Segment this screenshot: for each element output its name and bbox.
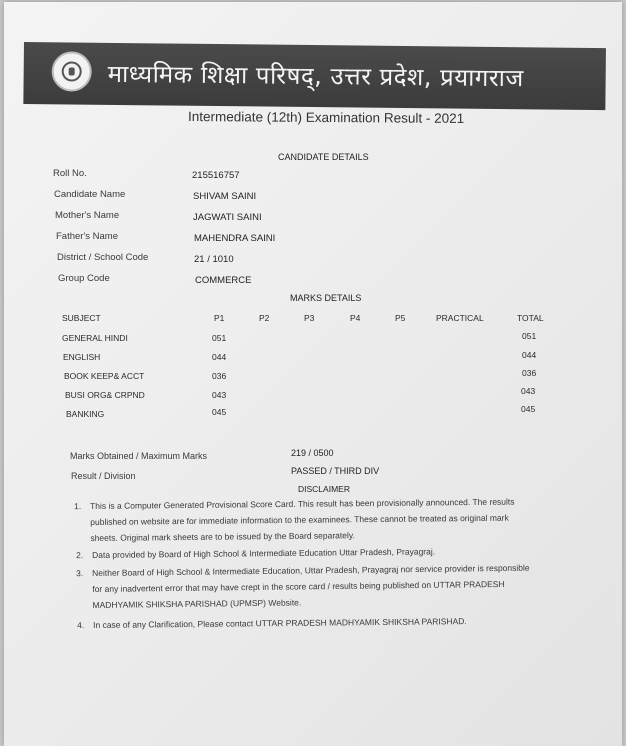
disclaimer-item-number: 3. (76, 568, 84, 579)
board-logo-icon (51, 51, 91, 91)
col-header-p5: P5 (395, 313, 406, 323)
p1-mark: 045 (212, 407, 227, 417)
marks-obtained-value: 219 / 0500 (291, 448, 334, 458)
district-school-code-label: District / School Code (57, 252, 149, 263)
marks-obtained-label: Marks Obtained / Maximum Marks (70, 451, 208, 461)
disclaimer-line: for any inadvertent error that may have crept in the score card / results being published on UTTAR PRADESH (92, 578, 505, 594)
p1-mark: 036 (212, 371, 227, 381)
p1-mark: 043 (212, 390, 227, 400)
subject-name: BANKING (66, 409, 105, 419)
roll-no-value: 215516757 (192, 170, 240, 181)
disclaimer-item-number: 2. (76, 550, 84, 561)
col-header-total: TOTAL (517, 313, 544, 323)
result-division-label: Result / Division (71, 471, 136, 481)
disclaimer-item-number: 1. (74, 501, 82, 512)
board-banner (23, 42, 606, 110)
total-mark: 036 (522, 368, 537, 378)
disclaimer-line: Neither Board of High School & Intermediate Education, Uttar Pradesh, Prayagraj nor service provider is responsible (92, 562, 530, 578)
result-division-value: PASSED / THIRD DIV (291, 466, 380, 476)
total-mark: 044 (522, 350, 537, 360)
mother-name-value: JAGWATI SAINI (193, 212, 262, 223)
exam-title: Intermediate (12th) Examination Result - 2021 (187, 109, 465, 126)
subject-name: BOOK KEEP& ACCT (64, 371, 145, 381)
candidate-name-label: Candidate Name (54, 189, 126, 200)
mother-name-label: Mother's Name (55, 210, 120, 221)
disclaimer-heading: DISCLAIMER (298, 484, 350, 494)
board-name: माध्यमिक शिक्षा परिषद्, उत्तर प्रदेश, प्रयागराज (107, 59, 524, 93)
total-mark: 051 (522, 331, 537, 341)
district-school-code-value: 21 / 1010 (194, 254, 234, 265)
disclaimer-line: sheets. Original mark sheets are to be issued by the Board separately. (90, 530, 355, 543)
total-mark: 043 (521, 386, 536, 396)
col-header-subject: SUBJECT (62, 313, 101, 323)
total-mark: 045 (521, 404, 536, 414)
candidate-name-value: SHIVAM SAINI (193, 191, 257, 202)
disclaimer-item-number: 4. (77, 620, 85, 631)
disclaimer-item-1 (74, 494, 515, 546)
disclaimer-line: This is a Computer Generated Provisional Score Card. This result has been provisionally announced. The results (90, 496, 515, 511)
group-code-label: Group Code (58, 273, 110, 284)
col-header-practical: PRACTICAL (436, 313, 484, 323)
disclaimer-line: MADHYAMIK SHIKSHA PARISHAD (UPMSP) Website. (92, 597, 302, 610)
p1-mark: 044 (212, 352, 227, 362)
father-name-value: MAHENDRA SAINI (194, 233, 276, 244)
col-header-p2: P2 (259, 313, 270, 323)
group-code-value: COMMERCE (195, 275, 252, 286)
subject-name: GENERAL HINDI (62, 333, 128, 343)
p1-mark: 051 (212, 333, 227, 343)
col-header-p4: P4 (350, 313, 361, 323)
subject-name: ENGLISH (63, 352, 101, 362)
roll-no-label: Roll No. (53, 168, 87, 179)
disclaimer-line: In case of any Clarification, Please contact UTTAR PRADESH MADHYAMIK SHIKSHA PARISHAD. (93, 616, 467, 630)
disclaimer-line: published on website are for immediate information to the examinees. These cannot be treated as original mark (90, 512, 509, 527)
disclaimer-item-3 (76, 560, 530, 613)
disclaimer-line: Data provided by Board of High School & Intermediate Education Uttar Pradesh, Prayagraj. (92, 546, 436, 560)
marks-details-heading: MARKS DETAILS (290, 293, 362, 303)
candidate-details-heading: CANDIDATE DETAILS (278, 152, 369, 162)
col-header-p1: P1 (214, 313, 225, 323)
subject-name: BUSI ORG& CRPND (65, 390, 145, 400)
father-name-label: Father's Name (56, 231, 119, 242)
col-header-p3: P3 (304, 313, 315, 323)
